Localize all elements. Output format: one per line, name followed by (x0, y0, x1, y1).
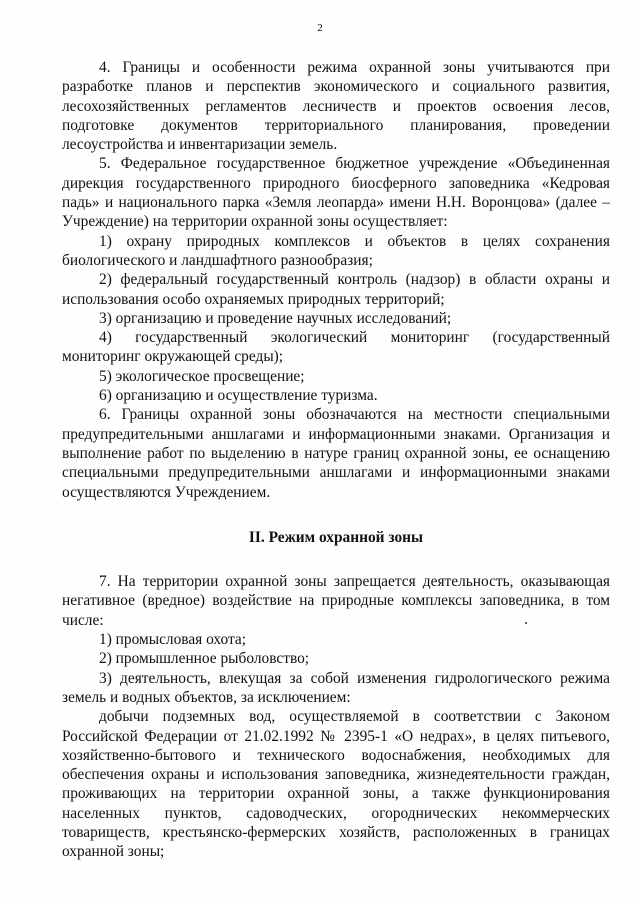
section-heading: II. Режим охранной зоны (248, 528, 424, 546)
paragraph-4-boundaries: 4. Границы и особенности режима охранной зоны учитываются при разработке планов и перспектив экономического и социального развития, лесохозяйственных регламентов лесничеств и проектов освоения лесов, подготовке документов территориального планирования, проведении лесоустройства и инвентаризации земель. (62, 59, 610, 154)
paragraph-groundwater: добычи подземных вод, осуществляемой в соответствии с Законом Российской Федерации от 21.02.1992 № 2395-1 «О недрах», в целях питьевого, хозяйственно-бытового и технического водоснабжения, необходимых для обеспечения охраны и использования заповедника, жизнедеятельности граждан, проживающих на территории охранной зоны, а также функционирования населенных пунктов, садоводческих, огороднических некоммерческих товариществ, крестьянско-фермерских хозяйств, расположенных в границах охранной зоны; (62, 708, 610, 861)
paragraph-5-institution: 5. Федеральное государственное бюджетное учреждение «Объединенная дирекция государственного природного биосферного заповедника «Кедровая падь» и национального парка «Земля леопарда» имени Н.Н. Воронцова» (далее – Учреждение) на территории охранной зоны осуществляет: (62, 155, 610, 231)
paragraph-7-prohibitions: 7. На территории охранной зоны запрещается деятельность, оказывающая негативное (вредное) воздействие на природные комплексы заповедника, в том числе: (62, 573, 610, 629)
list-item-research: 3) организацию и проведение научных исследований; (99, 309, 452, 327)
list-item-tourism: 6) организацию и осуществление туризма. (99, 387, 378, 405)
scan-speck (525, 622, 527, 624)
list-item-protection: 1) охрану природных комплексов и объектов в целях сохранения биологического и ландшафтного разнообразия; (62, 232, 610, 269)
document-body (62, 58, 610, 862)
list-item-hydrology: 3) деятельность, влекущая за собой изменения гидрологического режима земель и водных объектов, за исключением: (62, 669, 610, 706)
list-item-hunting: 1) промысловая охота; (99, 631, 247, 649)
list-item-monitoring: 4) государственный экологический мониторинг (государственный мониторинг окружающей среды); (62, 329, 610, 366)
list-item-fishing: 2) промышленное рыболовство; (99, 650, 310, 668)
list-item-education: 5) экологическое просвещение; (99, 367, 305, 385)
list-item-state-control: 2) федеральный государственный контроль (надзор) в области охраны и использования особо охраняемых природных территорий; (62, 271, 610, 308)
page-number: 2 (317, 22, 323, 34)
paragraph-6-signage: 6. Границы охранной зоны обозначаются на местности специальными предупредительными аншлагами и информационными знаками. Организация и выполнение работ по выделению в натуре границ охранной зоны, ее оснащению специальными предупредительными аншлагами и информационными знаками осуществляются Учреждением. (62, 406, 610, 501)
